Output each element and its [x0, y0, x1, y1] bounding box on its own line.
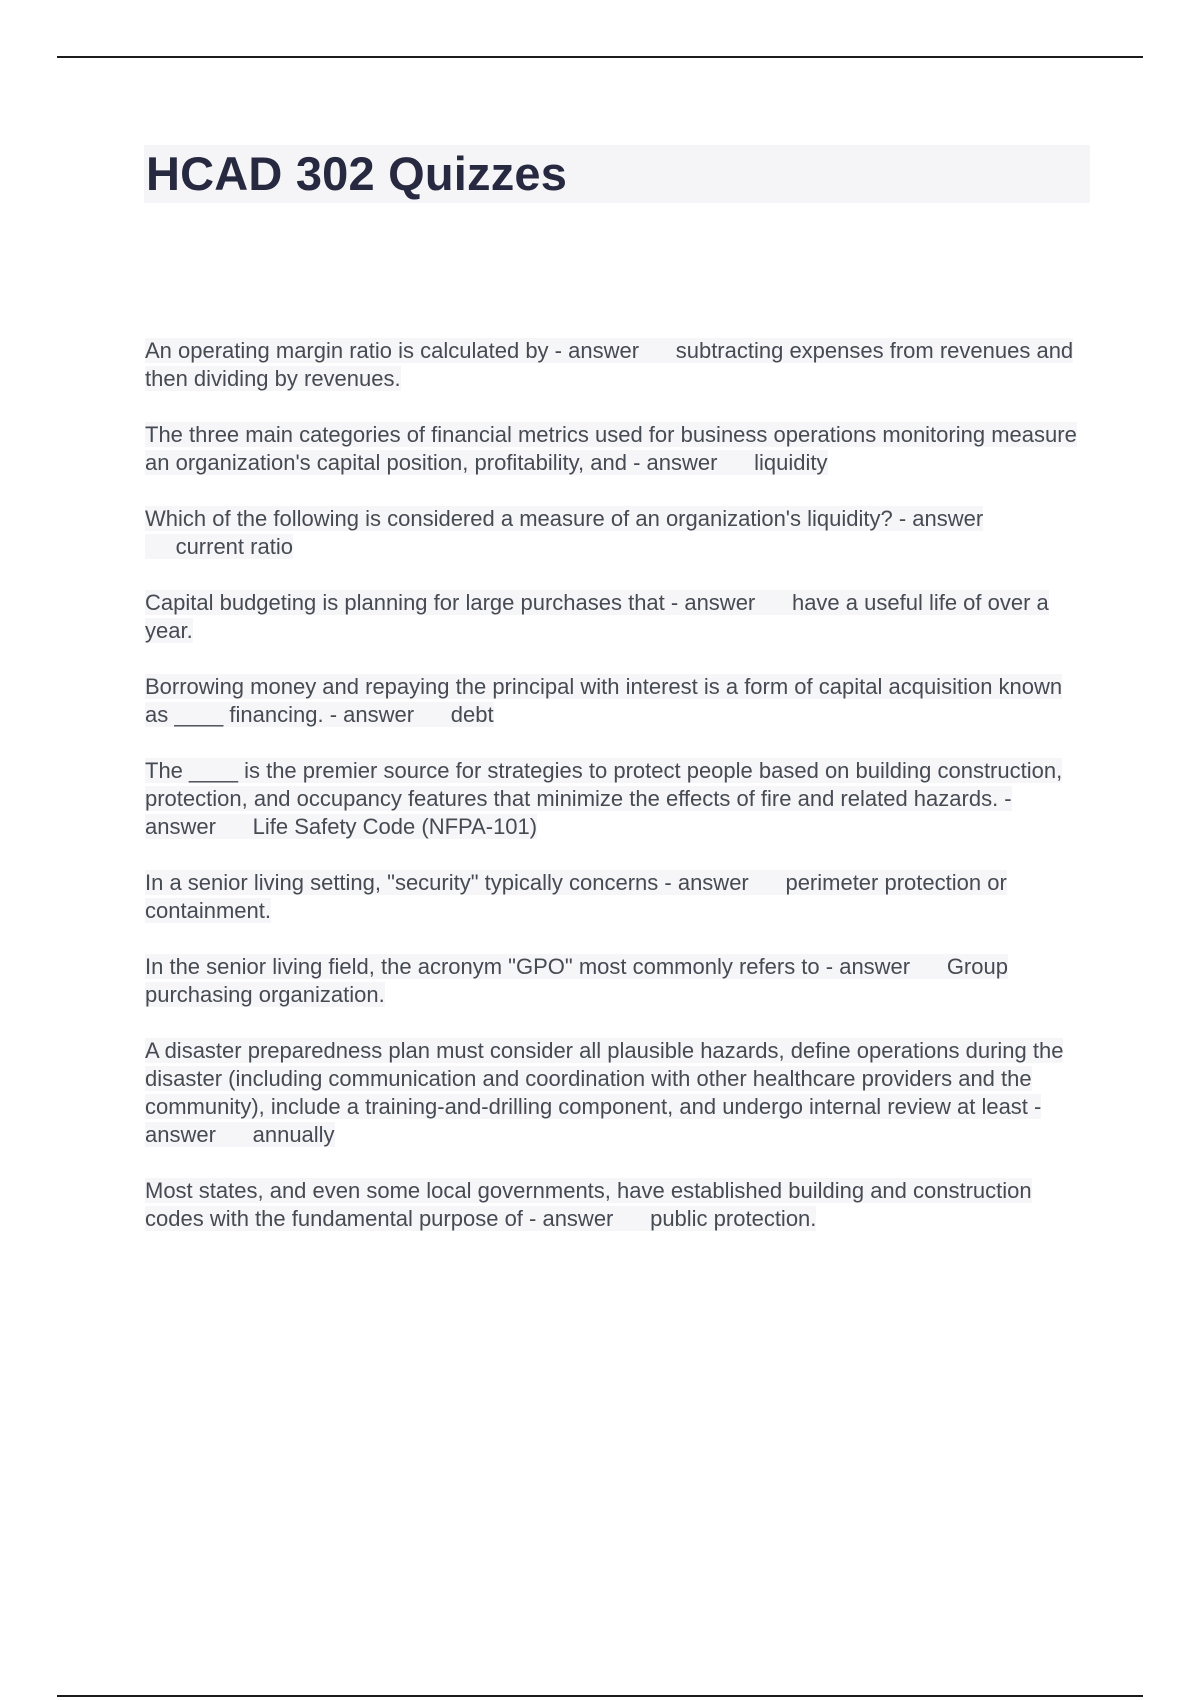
top-rule	[57, 56, 1143, 58]
answer-text: have a useful life of over a year.	[145, 590, 1049, 643]
question-text: The three main categories of financial metrics used for business operations monitoring measure an organization's capital position, profitability, and - answer	[145, 422, 1077, 475]
qa-item	[145, 337, 1085, 393]
answer-text: liquidity	[754, 450, 828, 475]
question-text: In the senior living field, the acronym "GPO" most commonly refers to - answer	[145, 954, 911, 979]
page-title: HCAD 302 Quizzes	[146, 147, 568, 200]
answer-text: current ratio	[175, 534, 293, 559]
question-text: Capital budgeting is planning for large purchases that - answer	[145, 590, 756, 615]
question-text: Borrowing money and repaying the principal with interest is a form of capital acquisition known as ____ financing. - answer	[145, 674, 1063, 727]
qa-item	[145, 1037, 1085, 1149]
answer-text: Life Safety Code (NFPA-101)	[252, 814, 538, 839]
qa-item	[145, 757, 1085, 841]
question-text: In a senior living setting, "security" typically concerns - answer	[145, 870, 749, 895]
qa-list	[145, 337, 1085, 1261]
answer-text: public protection.	[650, 1206, 817, 1231]
question-text: The ____ is the premier source for strategies to protect people based on building construction, protection, and occupancy features that minimize the effects of fire and related hazards. - answer	[145, 758, 1063, 839]
qa-item	[145, 505, 1085, 561]
answer-text: perimeter protection or containment.	[145, 870, 1007, 923]
answer-text: Group purchasing organization.	[145, 954, 1008, 1007]
qa-item	[145, 673, 1085, 729]
bottom-rule	[57, 1695, 1143, 1697]
question-text: Which of the following is considered a measure of an organization's liquidity? - answer	[145, 506, 984, 531]
qa-item	[145, 421, 1085, 477]
qa-item	[145, 589, 1085, 645]
answer-text: subtracting expenses from revenues and then dividing by revenues.	[145, 338, 1074, 391]
question-text: A disaster preparedness plan must consider all plausible hazards, define operations during the disaster (including communication and coordination with other healthcare providers and the community), include a training-and-drilling component, and undergo internal review at least - answer	[145, 1038, 1064, 1147]
answer-text: annually	[252, 1122, 335, 1147]
question-text: An operating margin ratio is calculated by - answer	[145, 338, 640, 363]
answer-text: debt	[450, 702, 494, 727]
question-text: Most states, and even some local governments, have established building and construction codes with the fundamental purpose of - answer	[145, 1178, 1032, 1231]
qa-item	[145, 869, 1085, 925]
qa-item	[145, 953, 1085, 1009]
qa-item	[145, 1177, 1085, 1233]
